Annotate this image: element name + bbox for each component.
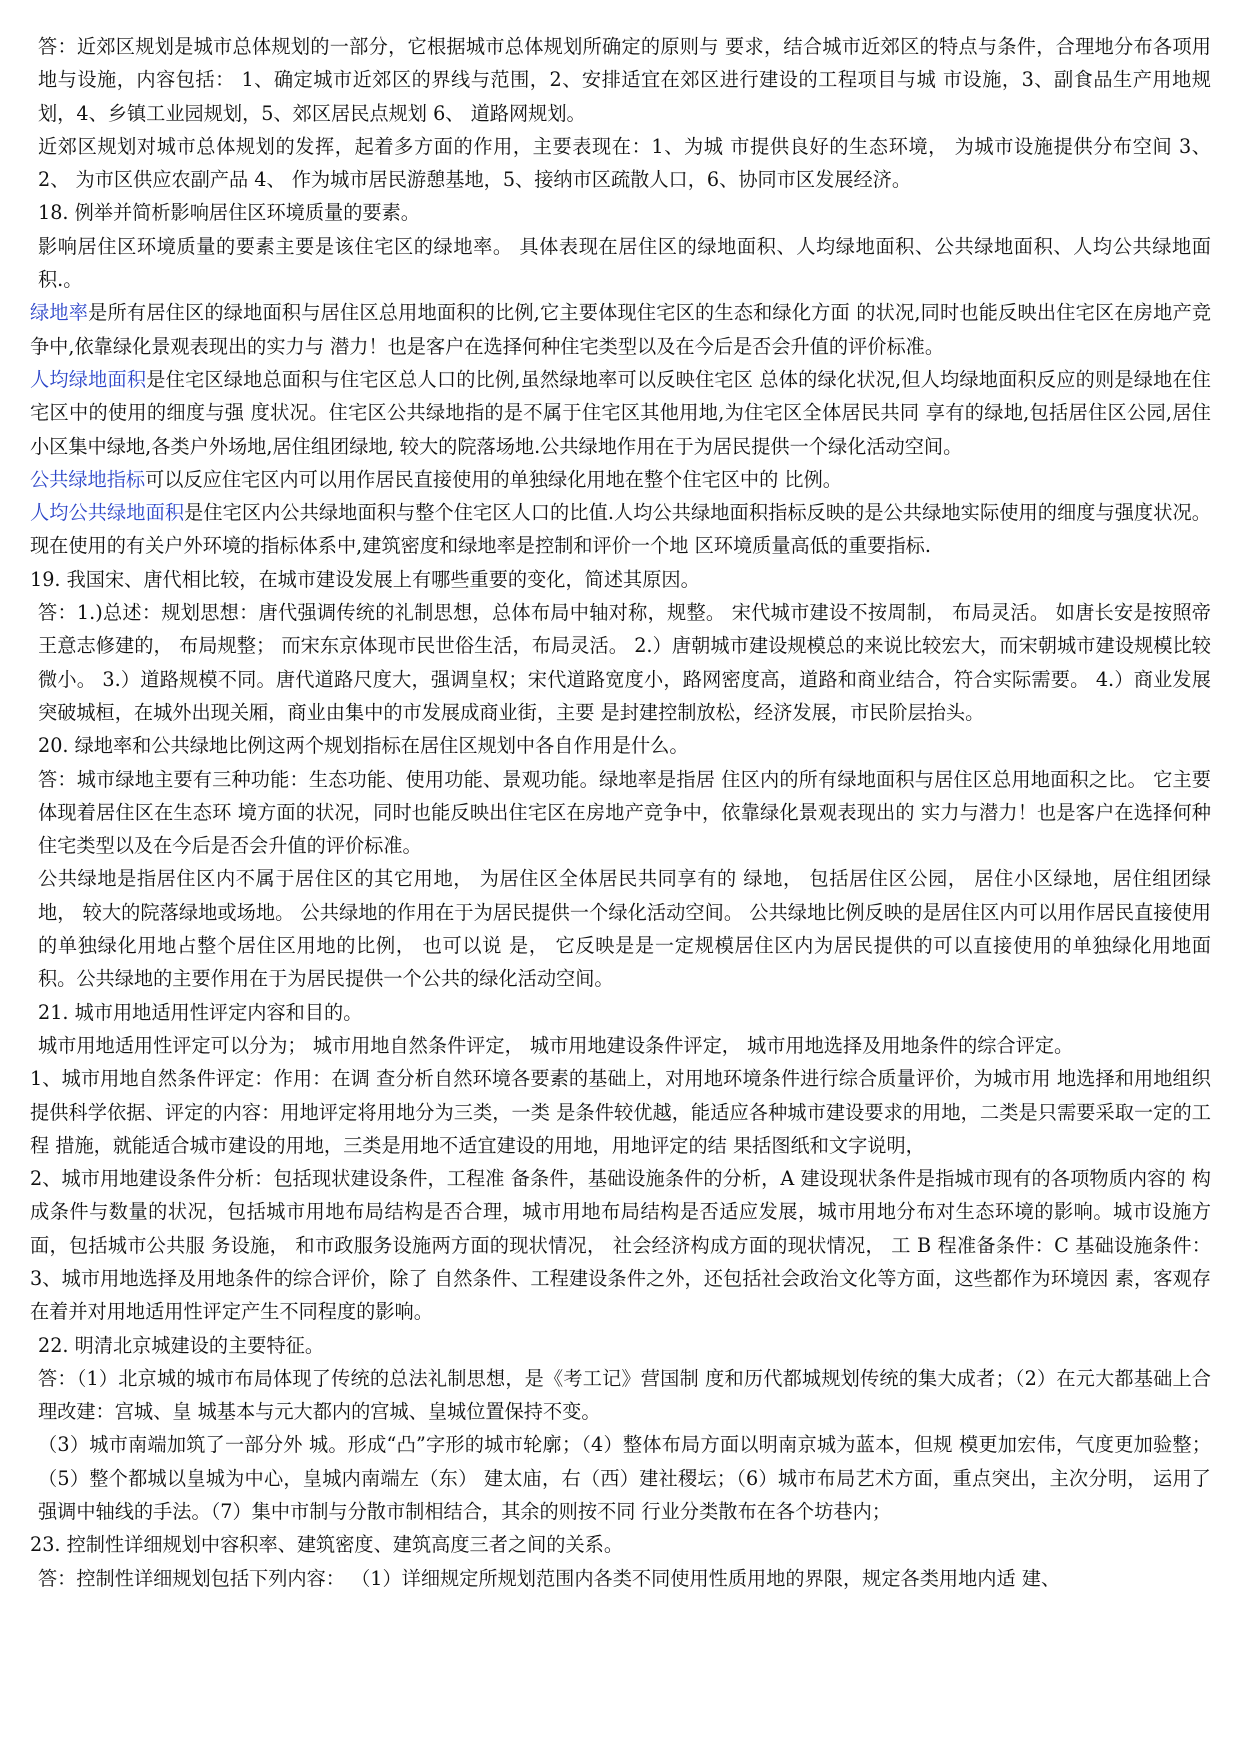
paragraph-text: 是所有居住区的绿地面积与居住区总用地面积的比例,它主要体现住宅区的生态和绿化方面 的状况,同时也能反映出住宅区在房地产竞争中,依靠绿化景观表现出的实力与 潜力！也是客户在选择何种住宅类型以及在今后是否会升值的评价标准。	[30, 301, 1212, 358]
paragraph-text: 城市用地适用性评定可以分为； 城市用地自然条件评定， 城市用地建设条件评定， 城市用地选择及用地条件的综合评定。	[38, 1033, 1074, 1057]
paragraph	[30, 363, 1211, 463]
paragraph	[30, 729, 1211, 762]
paragraph-text: 可以反应住宅区内可以用作居民直接使用的单独绿化用地在整个住宅区中的 比例。	[145, 467, 842, 491]
paragraph-text: 21. 城市用地适用性评定内容和目的。	[38, 1000, 363, 1024]
paragraph	[30, 1162, 1211, 1328]
paragraph	[30, 30, 1211, 130]
paragraph-text: 1、城市用地自然条件评定：作用：在调 查分析自然环境各要素的基础上，对用地环境条件进行综合质量评价，为城市用 地选择和用地组织提供科学依据、评定的内容：用地评定将用地分为三类，一类 是条件较优越，能适应各种城市建设要求的用地，二类是只需要采取一定的工程 措施，就能适合城市建设的用地，三类是用地不适宜建设的用地，用地评定的结 果括图纸和文字说明，	[30, 1067, 1211, 1157]
term-highlight: 人均公共绿地面积	[30, 501, 185, 525]
paragraph-text: 23. 控制性详细规划中容积率、建筑密度、建筑高度三者之间的关系。	[30, 1533, 624, 1557]
paragraph-text: 20. 绿地率和公共绿地比例这两个规划指标在居住区规划中各自作用是什么。	[38, 734, 689, 758]
paragraph-text: 近郊区规划对城市总体规划的发挥，起着多方面的作用，主要表现在：1、为城 市提供良好的生态环境， 为城市设施提供分布空间 3、 2、 为市区供应农副产品 4、 作为城市居民游憩基地，5、接纳市区疏散人口，6、协同市区发展经济。	[38, 134, 1211, 192]
paragraph	[30, 1329, 1211, 1362]
paragraph	[30, 296, 1211, 363]
term-highlight: 公共绿地指标	[30, 467, 146, 491]
paragraph-text: 答：控制性详细规划包括下列内容： （1）详细规定所规划范围内各类不同使用性质用地的界限，规定各类用地内适 建、	[38, 1566, 1061, 1590]
paragraph-text: 是住宅区绿地总面积与住宅区总人口的比例,虽然绿地率可以反映住宅区 总体的绿化状况,但人均绿地面积反应的则是绿地在住宅区中的使用的细度与强 度状况。住宅区公共绿地指的是不属于住宅区其他用地,为住宅区全体居民共同 享有的绿地,包括居住区公园,居住小区集中绿地,各类户外场地,居住组团绿地, 较大的院落场地.公共绿地作用在于为居民提供一个绿化活动空间。	[30, 367, 1211, 458]
term-highlight: 人均绿地面积	[30, 367, 147, 391]
paragraph	[30, 196, 1211, 229]
paragraph-text: 公共绿地是指居住区内不属于居住区的其它用地， 为居住区全体居民共同享有的 绿地， 包括居住区公园， 居住小区绿地，居住组团绿地， 较大的院落绿地或场地。 公共绿地的作用在于为居民提供一个绿化活动空间。 公共绿地比例反映的是居住区内可以用作居民直接使用的单独绿化用地占整个居住区用地的比例， 也可以说 是， 它反映是是一定规模居住区内为居民提供的可以直接使用的单独绿化用地面 积。公共绿地的主要作用在于为居民提供一个公共的绿化活动空间。	[38, 867, 1211, 991]
paragraph-text: 18. 例举并简析影响居住区环境质量的要素。	[38, 201, 420, 225]
paragraph-text: 19. 我国宋、唐代相比较，在城市建设发展上有哪些重要的变化，简述其原因。	[30, 567, 700, 591]
paragraph-text: 答：城市绿地主要有三种功能：生态功能、使用功能、景观功能。绿地率是指居 住区内的所有绿地面积与居住区总用地面积之比。 它主要体现着居住区在生态环 境方面的状况，同时也能反映出住宅区在房地产竞争中，依靠绿化景观表现出的 实力与潜力！也是客户在选择何种住宅类型以及在今后是否会升值的评价标准。	[38, 767, 1211, 858]
paragraph	[30, 862, 1211, 995]
paragraph-text: 答：1.)总述：规划思想：唐代强调传统的礼制思想，总体布局中轴对称，规整。 宋代城市建设不按周制， 布局灵活。 如唐长安是按照帝王意志修建的， 布局规整； 而宋东京体现市民世俗生活，布局灵活。 2.）唐朝城市建设规模总的来说比较宏大，而宋朝城市建设规模比较微小。 3.）道路规模不同。唐代道路尺度大，强调皇权；宋代道路宽度小，路网密度高，道路和商业结合，符合实际需要。 4.）商业发展突破城桓，在城外出现关厢，商业由集中的市发展成商业街，主要 是封建控制放松，经济发展，市民阶层抬头。	[38, 601, 1211, 724]
paragraph-text: 是住宅区内公共绿地面积与整个住宅区人口的比值.人均公共绿地面积指标反映的是公共绿地实际使用的细度与强度状况。 现在使用的有关户外环境的指标体系中,建筑密度和绿地率是控制和评价一个地 区环境质量高低的重要指标.	[30, 501, 1211, 558]
paragraph	[30, 1528, 1211, 1561]
paragraph	[30, 130, 1211, 197]
paragraph	[30, 763, 1211, 863]
paragraph-text: （3）城市南端加筑了一部分外 城。形成“凸”字形的城市轮廓；（4）整体布局方面以明南京城为蓝本，但规 模更加宏伟，气度更加验整；（5）整个都城以皇城为中心，皇城内南端左（东） 建太庙，右（西）建社稷坛；（6）城市布局艺术方面，重点突出，主次分明， 运用了强调中轴线的手法。（7）集中市制与分散市制相结合，其余的则按不同 行业分类散布在各个坊巷内；	[38, 1433, 1211, 1524]
paragraph	[30, 1362, 1211, 1429]
paragraph-text: 答：（1）北京城的城市布局体现了传统的总法礼制思想，是《考工记》营国制 度和历代都城规划传统的集大成者；（2）在元大都基础上合理改建：宫城、皇 城基本与元大都内的宫城、皇城位置保持不变。	[38, 1366, 1211, 1424]
paragraph	[30, 563, 1211, 596]
paragraph	[30, 596, 1211, 729]
paragraph	[30, 1562, 1211, 1595]
paragraph	[30, 1029, 1211, 1062]
paragraph	[30, 463, 1211, 496]
paragraph	[30, 996, 1211, 1029]
paragraph	[30, 230, 1211, 297]
paragraph	[30, 496, 1211, 563]
term-highlight: 绿地率	[30, 301, 89, 325]
paragraph	[30, 1062, 1211, 1162]
paragraph-text: 22. 明清北京城建设的主要特征。	[38, 1333, 325, 1357]
paragraph	[30, 1428, 1211, 1528]
paragraph-text: 影响居住区环境质量的要素主要是该住宅区的绿地率。 具体表现在居住区的绿地面积、人均绿地面积、公共绿地面积、人均公共绿地面积.。	[38, 234, 1211, 292]
paragraph-text: 答：近郊区规划是城市总体规划的一部分，它根据城市总体规划所确定的原则与 要求，结合城市近郊区的特点与条件，合理地分布各项用地与设施，内容包括： 1、确定城市近郊区的界线与范围，2、安排适宜在郊区进行建设的工程项目与城 市设施，3、副食品生产用地规划，4、乡镇工业园规划，5、郊区居民点规划 6、 道路网规划。	[38, 35, 1211, 125]
paragraph-text: 2、城市用地建设条件分析：包括现状建设条件，工程准 备条件，基础设施条件的分析，A 建设现状条件是指城市现有的各项物质内容的 构成条件与数量的状况，包括城市用地布局结构是否合理，城市用地布局结构是否适应发展，城市用地分布对生态环境的影响。城市设施方面，包括城市公共服 务设施， 和市政服务设施两方面的现状情况， 社会经济构成方面的现状情况， 工 B 程准备条件：C 基础设施条件：3、城市用地选择及用地条件的综合评价，除了 自然条件、工程建设条件之外，还包括社会政治文化等方面，这些都作为环境因 素，客观存在着并对用地适用性评定产生不同程度的影响。	[30, 1167, 1211, 1324]
